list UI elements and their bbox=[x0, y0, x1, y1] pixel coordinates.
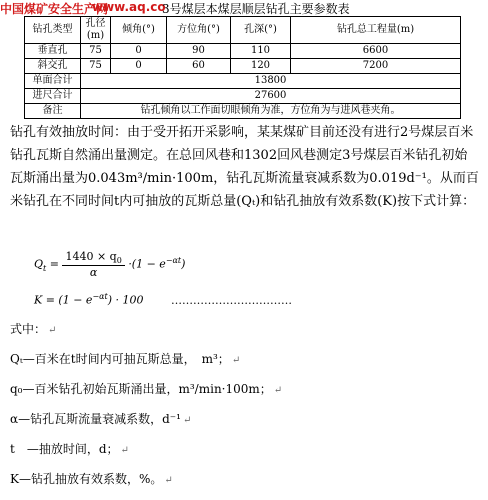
formula-gas-total bbox=[34, 250, 185, 279]
table-cell: 0 bbox=[111, 44, 167, 59]
table-row bbox=[25, 44, 461, 59]
numerator-sub: 0 bbox=[116, 256, 122, 266]
formula2-rest: ) · 100 bbox=[107, 293, 144, 307]
formula2-sup: −αt bbox=[92, 292, 108, 301]
header-cell: 孔径(m) bbox=[81, 17, 111, 44]
numerator-text: 1440 × q bbox=[65, 250, 117, 263]
definition-text: q₀—百米钻孔初始瓦斯涌出量，m³/min·100m； bbox=[10, 382, 272, 396]
header-cell: 倾角(°) bbox=[111, 17, 167, 44]
formula-fraction bbox=[62, 250, 124, 279]
parameters-table bbox=[24, 16, 461, 119]
single-total-value: 13800 bbox=[81, 74, 461, 89]
advance-total-row bbox=[25, 89, 461, 104]
formula-rhs-close: ) bbox=[181, 257, 186, 271]
table-header-row bbox=[25, 17, 461, 44]
table-cell: 75 bbox=[81, 44, 111, 59]
formula2-dots: …………………………… bbox=[171, 293, 293, 307]
watermark-url: www.aq.co bbox=[92, 0, 166, 14]
formula-lhs-sub: t bbox=[43, 263, 47, 273]
definition-line bbox=[10, 320, 282, 350]
formula-rhs-sup: −αt bbox=[165, 255, 182, 265]
definition-line bbox=[10, 350, 282, 380]
definitions-list bbox=[10, 320, 282, 500]
table-cell: 90 bbox=[167, 44, 231, 59]
formula-equals: = bbox=[49, 257, 59, 271]
header-cell: 孔深(°) bbox=[231, 17, 291, 44]
definition-text: t —抽放时间，d； bbox=[10, 442, 119, 456]
header-cell: 钻孔类型 bbox=[25, 17, 81, 44]
paragraph-mark: ↵ bbox=[273, 385, 283, 396]
advance-total-label: 进尺合计 bbox=[25, 89, 81, 104]
header-cell: 方位角(°) bbox=[167, 17, 231, 44]
table-cell: 斜交孔 bbox=[25, 59, 81, 74]
note-value: 钻孔倾角以工作面切眼倾角为准，方位角为与进风巷夹角。 bbox=[81, 104, 461, 119]
table-cell: 75 bbox=[81, 59, 111, 74]
paragraph-mark: ↵ bbox=[182, 415, 192, 426]
advance-total-value: 27600 bbox=[81, 89, 461, 104]
formula-rhs: ·(1 − e bbox=[128, 257, 166, 271]
table-cell: 110 bbox=[231, 44, 291, 59]
paragraph-mark: ↵ bbox=[120, 445, 129, 456]
table-cell: 垂直孔 bbox=[25, 44, 81, 59]
definition-text: 式中： bbox=[10, 322, 47, 336]
table-cell: 7200 bbox=[291, 59, 461, 74]
table-cell: 120 bbox=[231, 59, 291, 74]
formula-numerator bbox=[62, 250, 124, 266]
table-row bbox=[25, 59, 461, 74]
table-cell: 60 bbox=[167, 59, 231, 74]
formula-denominator: α bbox=[89, 266, 98, 280]
header-cell: 钻孔总工程量(m) bbox=[291, 17, 461, 44]
table-title: 3号煤层本煤层顺层钻孔主要参数表 bbox=[162, 2, 350, 16]
watermark-site-name: 中国煤矿安全生产网 bbox=[0, 2, 109, 16]
formula2-text: K = (1 − e bbox=[34, 293, 93, 307]
definition-line bbox=[10, 440, 282, 470]
formula-efficiency bbox=[34, 292, 292, 307]
formula-lhs: Q bbox=[34, 257, 44, 271]
definition-text: K—钻孔抽放有效系数，%。 bbox=[10, 472, 163, 486]
definition-line bbox=[10, 380, 282, 410]
definition-text: α—钻孔瓦斯流量衰减系数，d⁻¹ bbox=[10, 412, 181, 426]
paragraph-mark: ↵ bbox=[231, 355, 241, 366]
definition-line bbox=[10, 470, 282, 500]
single-total-row bbox=[25, 74, 461, 89]
definition-text: Qₜ—百米在t时间内可抽瓦斯总量， m³； bbox=[10, 352, 230, 366]
table-cell: 6600 bbox=[291, 44, 461, 59]
paragraph-mark: ↵ bbox=[164, 475, 173, 486]
note-label: 备注 bbox=[25, 104, 81, 119]
paragraph-mark: ↵ bbox=[48, 325, 57, 336]
single-total-label: 单面合计 bbox=[25, 74, 81, 89]
note-row bbox=[25, 104, 461, 119]
table-cell: 0 bbox=[111, 59, 167, 74]
definition-line bbox=[10, 410, 282, 440]
body-paragraph: 钻孔有效抽放时间：由于受开拓开采影响，某某煤矿目前还没有进行2号煤层百米钻孔瓦斯自然涌出量测定。在总回风巷和1302回风巷测定3号煤层百米钻孔初始瓦斯涌出量为0.043m³/min·100m，钻孔瓦斯流量衰减系数为0.019d⁻¹。从而百米钻孔在不同时间t内可抽放的瓦斯总量(Qₜ)和钻孔抽放有效系数(K)按下式计算： bbox=[10, 125, 479, 209]
